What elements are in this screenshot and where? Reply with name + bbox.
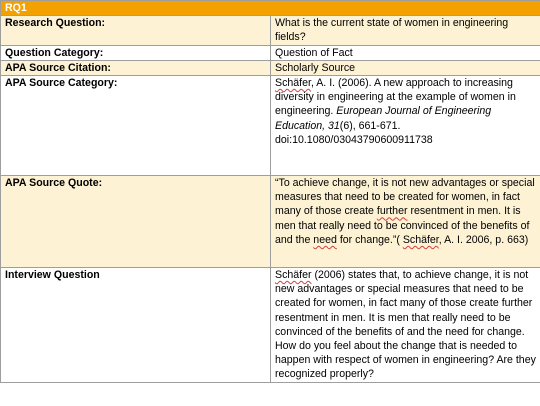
apa-source-category-label: APA Source Category:	[1, 76, 271, 176]
question-category-label: Question Category:	[1, 45, 271, 60]
quote-part4: , A. I. 2006, p. 663)	[438, 233, 529, 246]
apa-source-quote-value	[271, 176, 540, 268]
apa-source-citation-label: APA Source Citation:	[1, 60, 271, 75]
apa-source-quote-label: APA Source Quote:	[1, 176, 271, 268]
research-question-label: Research Question:	[1, 16, 271, 45]
research-question-row	[1, 16, 540, 45]
question-category-row	[1, 45, 540, 60]
apa-source-citation-value: Scholarly Source	[271, 60, 540, 75]
apa-source-category-value	[271, 76, 540, 176]
interview-question-label: Interview Question	[1, 268, 271, 383]
citation-author: Schäfer	[275, 77, 311, 90]
apa-source-quote-row	[1, 176, 540, 268]
interview-question-row	[1, 268, 540, 383]
quote-further: further	[376, 205, 408, 218]
research-question-value: What is the current state of women in engineering fields?	[271, 16, 540, 45]
apa-source-citation-row	[1, 60, 540, 75]
citation-journal: European Journal of Engineering Education, 31	[275, 105, 492, 132]
quote-author: Schäfer	[402, 233, 439, 246]
quote-part2: resentment in men. It is men that really need to be convinced of the benefits of and the	[275, 205, 530, 246]
interview-question-value	[271, 268, 540, 383]
citation-doi: doi:10.1080/03043790600911738	[275, 133, 433, 146]
question-text: (2006) states that, to achieve change, it is not new advantages or special measures that need to be created for women, in fact many of those create further resentment in men. It is men that really need to be convinced of the benefits of and the need for change. How do you feel about the change that is needed to happen with respect of women in engineering? Are they recognized properly?	[275, 269, 536, 381]
quote-need: need	[313, 233, 337, 246]
citation-rest: , A. I. (2006). A new approach to increasing diversity in engineering at the example of women in engineering.	[275, 77, 516, 118]
header-row	[1, 1, 540, 16]
quote-part1: “To achieve change, it is not new advantages or special measures that need to be created for women, in fact many of those create	[275, 177, 535, 218]
question-category-value: Question of Fact	[271, 45, 540, 60]
citation-issue: (6), 661-671.	[339, 119, 401, 132]
quote-part3: for change.”(	[336, 233, 403, 246]
question-author: Schäfer	[275, 269, 312, 282]
apa-source-category-row	[1, 76, 540, 176]
header-label: RQ1	[1, 1, 540, 16]
